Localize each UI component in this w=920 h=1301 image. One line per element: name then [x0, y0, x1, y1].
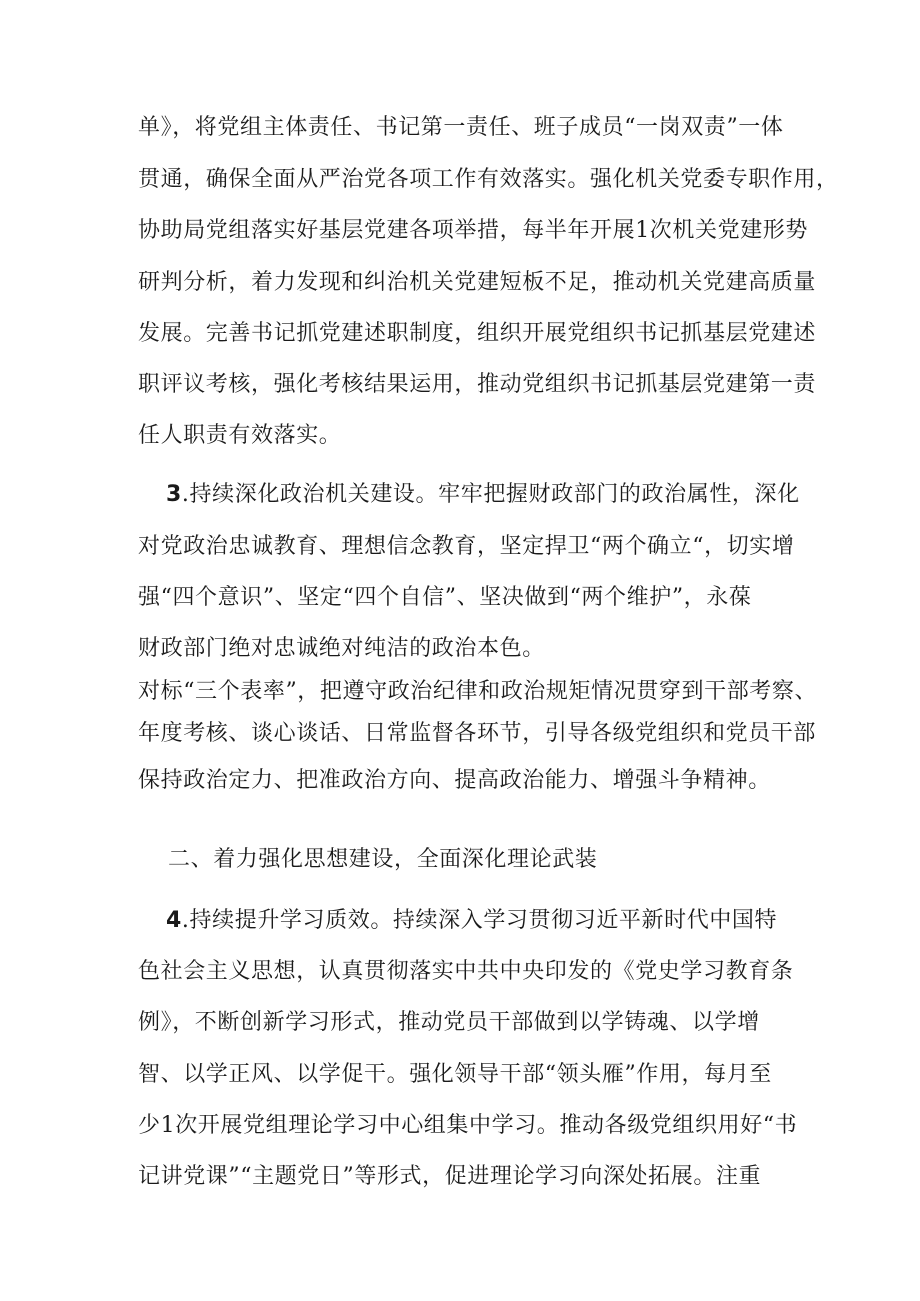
paragraph-1-line-3: 协助局党组落实好基层党建各项举措，每半年开展1次机关党建形势: [138, 218, 808, 243]
paragraph-1-line-4: 研判分析，着力发现和纠治机关党建短板不足，推动机关党建高质量: [138, 270, 817, 295]
paragraph-3-number: 4: [166, 908, 182, 933]
paragraph-2-line-5: 对标“三个表率”，把遵守政治纪律和政治规矩情况贯穿到干部考察、: [138, 679, 818, 704]
paragraph-2-line-4: 财政部门绝对忠诚绝对纯洁的政治本色。: [138, 636, 545, 661]
paragraph-3-line-4: 智、以学正风、以学促干。强化领导干部“领头雁”作用，每月至: [138, 1062, 772, 1087]
paragraph-3-line-6: 记讲党课”“主题党日”等形式，促进理论学习向深处拓展。注重: [138, 1164, 762, 1189]
paragraph-1-line-7: 任人职责有效落实。: [138, 423, 342, 448]
paragraph-3-first-line-text: .持续提升学习质效。持续深入学习贯彻习近平新时代中国特: [181, 908, 778, 933]
paragraph-2-line-7: 保持政治定力、把准政治方向、提高政治能力、增强斗争精神。: [138, 768, 771, 793]
paragraph-2-first-line-text: .持续深化政治机关建设。牢牢把握财政部门的政治属性，深化: [181, 482, 800, 507]
section-heading: 二、着力强化思想建设，全面深化理论武装: [168, 847, 598, 872]
paragraph-3-line-1: [166, 906, 777, 936]
paragraph-3-line-3: 例》，不断创新学习形式，推动党员干部做到以学铸魂、以学增: [138, 1010, 760, 1035]
paragraph-3-line-5: 少1次开展党组理论学习中心组集中学习。推动各级党组织用好“书: [138, 1113, 798, 1138]
paragraph-1-line-1: 单》，将党组主体责任、书记第一责任、班子成员“一岗双责”一体: [138, 115, 784, 140]
paragraph-2-line-2: 对党政治忠诚教育、理想信念教育，坚定捍卫“两个确立“，切实增: [138, 534, 795, 559]
paragraph-1-line-2: 贯通，确保全面从严治党各项工作有效落实。强化机关党委专职作用，: [138, 167, 839, 192]
paragraph-1-line-6: 职评议考核，强化考核结果运用，推动党组织书记抓基层党建第一责: [138, 372, 817, 397]
paragraph-2-number: 3: [166, 482, 182, 507]
paragraph-2-line-3: 强“四个意识”、坚定“四个自信”、坚决做到“两个维护”，永葆: [138, 585, 752, 610]
paragraph-3-line-2: 色社会主义思想，认真贯彻落实中共中央印发的《党史学习教育条: [138, 959, 794, 984]
paragraph-2-line-6: 年度考核、谈心谈话、日常监督各环节，引导各级党组织和党员干部: [138, 721, 817, 746]
paragraph-2-line-1: [166, 480, 800, 510]
paragraph-1-line-5: 发展。完善书记抓党建述职制度，组织开展党组织书记抓基层党建述: [138, 321, 817, 346]
